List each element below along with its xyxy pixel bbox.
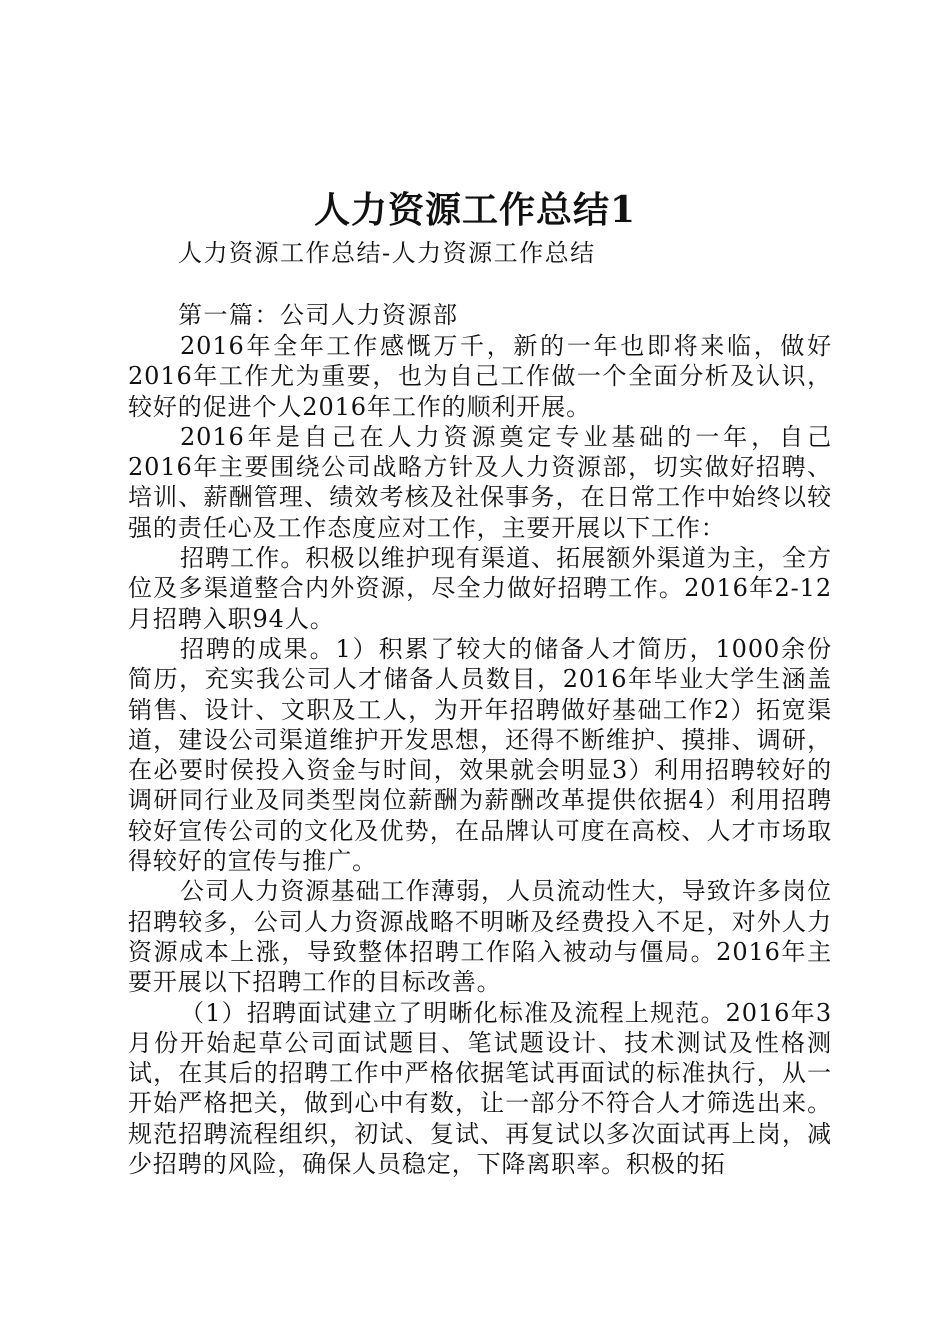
document-body <box>128 331 832 1179</box>
document-title: 人力资源工作总结1 <box>313 189 637 231</box>
paragraph: （1）招聘面试建立了明晰化标准及流程上规范。2016年3月份开始起草公司面试题目、笔试题设计、技术测试及性格测试，在其后的招聘工作中严格依据笔试再面试的标准执行，从一开始严格把关，做到心中有数，让一部分不符合人才筛选出来。规范招聘流程组织，初试、复试、再复试以多次面试再上岗，减少招聘的风险，确保人员稳定，下降离职率。积极的拓 <box>128 998 832 1179</box>
paragraph: 2016年是自己在人力资源奠定专业基础的一年，自己2016年主要围绕公司战略方针及人力资源部，切实做好招聘、培训、薪酬管理、绩效考核及社保事务，在日常工作中始终以较强的责任心及工作态度应对工作，主要开展以下工作： <box>128 422 832 542</box>
document-subtitle: 人力资源工作总结-人力资源工作总结 <box>178 239 596 267</box>
paragraph: 招聘的成果。1）积累了较大的储备人才简历，1000余份简历，充实我公司人才储备人员数目，2016年毕业大学生涵盖销售、设计、文职及工人，为开年招聘做好基础工作2）拓宽渠道，建设公司渠道维护开发思想，还得不断维护、摸排、调研，在必要时侯投入资金与时间，效果就会明显3）利用招聘较好的调研同行业及同类型岗位薪酬为薪酬改革提供依据4）利用招聘较好宣传公司的文化及优势，在品牌认可度在高校、人才市场取得较好的宣传与推广。 <box>128 634 832 876</box>
section-heading: 第一篇：公司人力资源部 <box>178 301 459 329</box>
paragraph: 公司人力资源基础工作薄弱，人员流动性大，导致许多岗位招聘较多，公司人力资源战略不明晰及经费投入不足，对外人力资源成本上涨，导致整体招聘工作陷入被动与僵局。2016年主要开展以下招聘工作的目标改善。 <box>128 877 832 997</box>
paragraph: 招聘工作。积极以维护现有渠道、拓展额外渠道为主，全方位及多渠道整合内外资源，尽全力做好招聘工作。2016年2-12月招聘入职94人。 <box>128 544 832 633</box>
paragraph: 2016年全年工作感慨万千，新的一年也即将来临，做好2016年工作尤为重要，也为自己工作做一个全面分析及认识，较好的促进个人2016年工作的顺利开展。 <box>128 332 832 421</box>
